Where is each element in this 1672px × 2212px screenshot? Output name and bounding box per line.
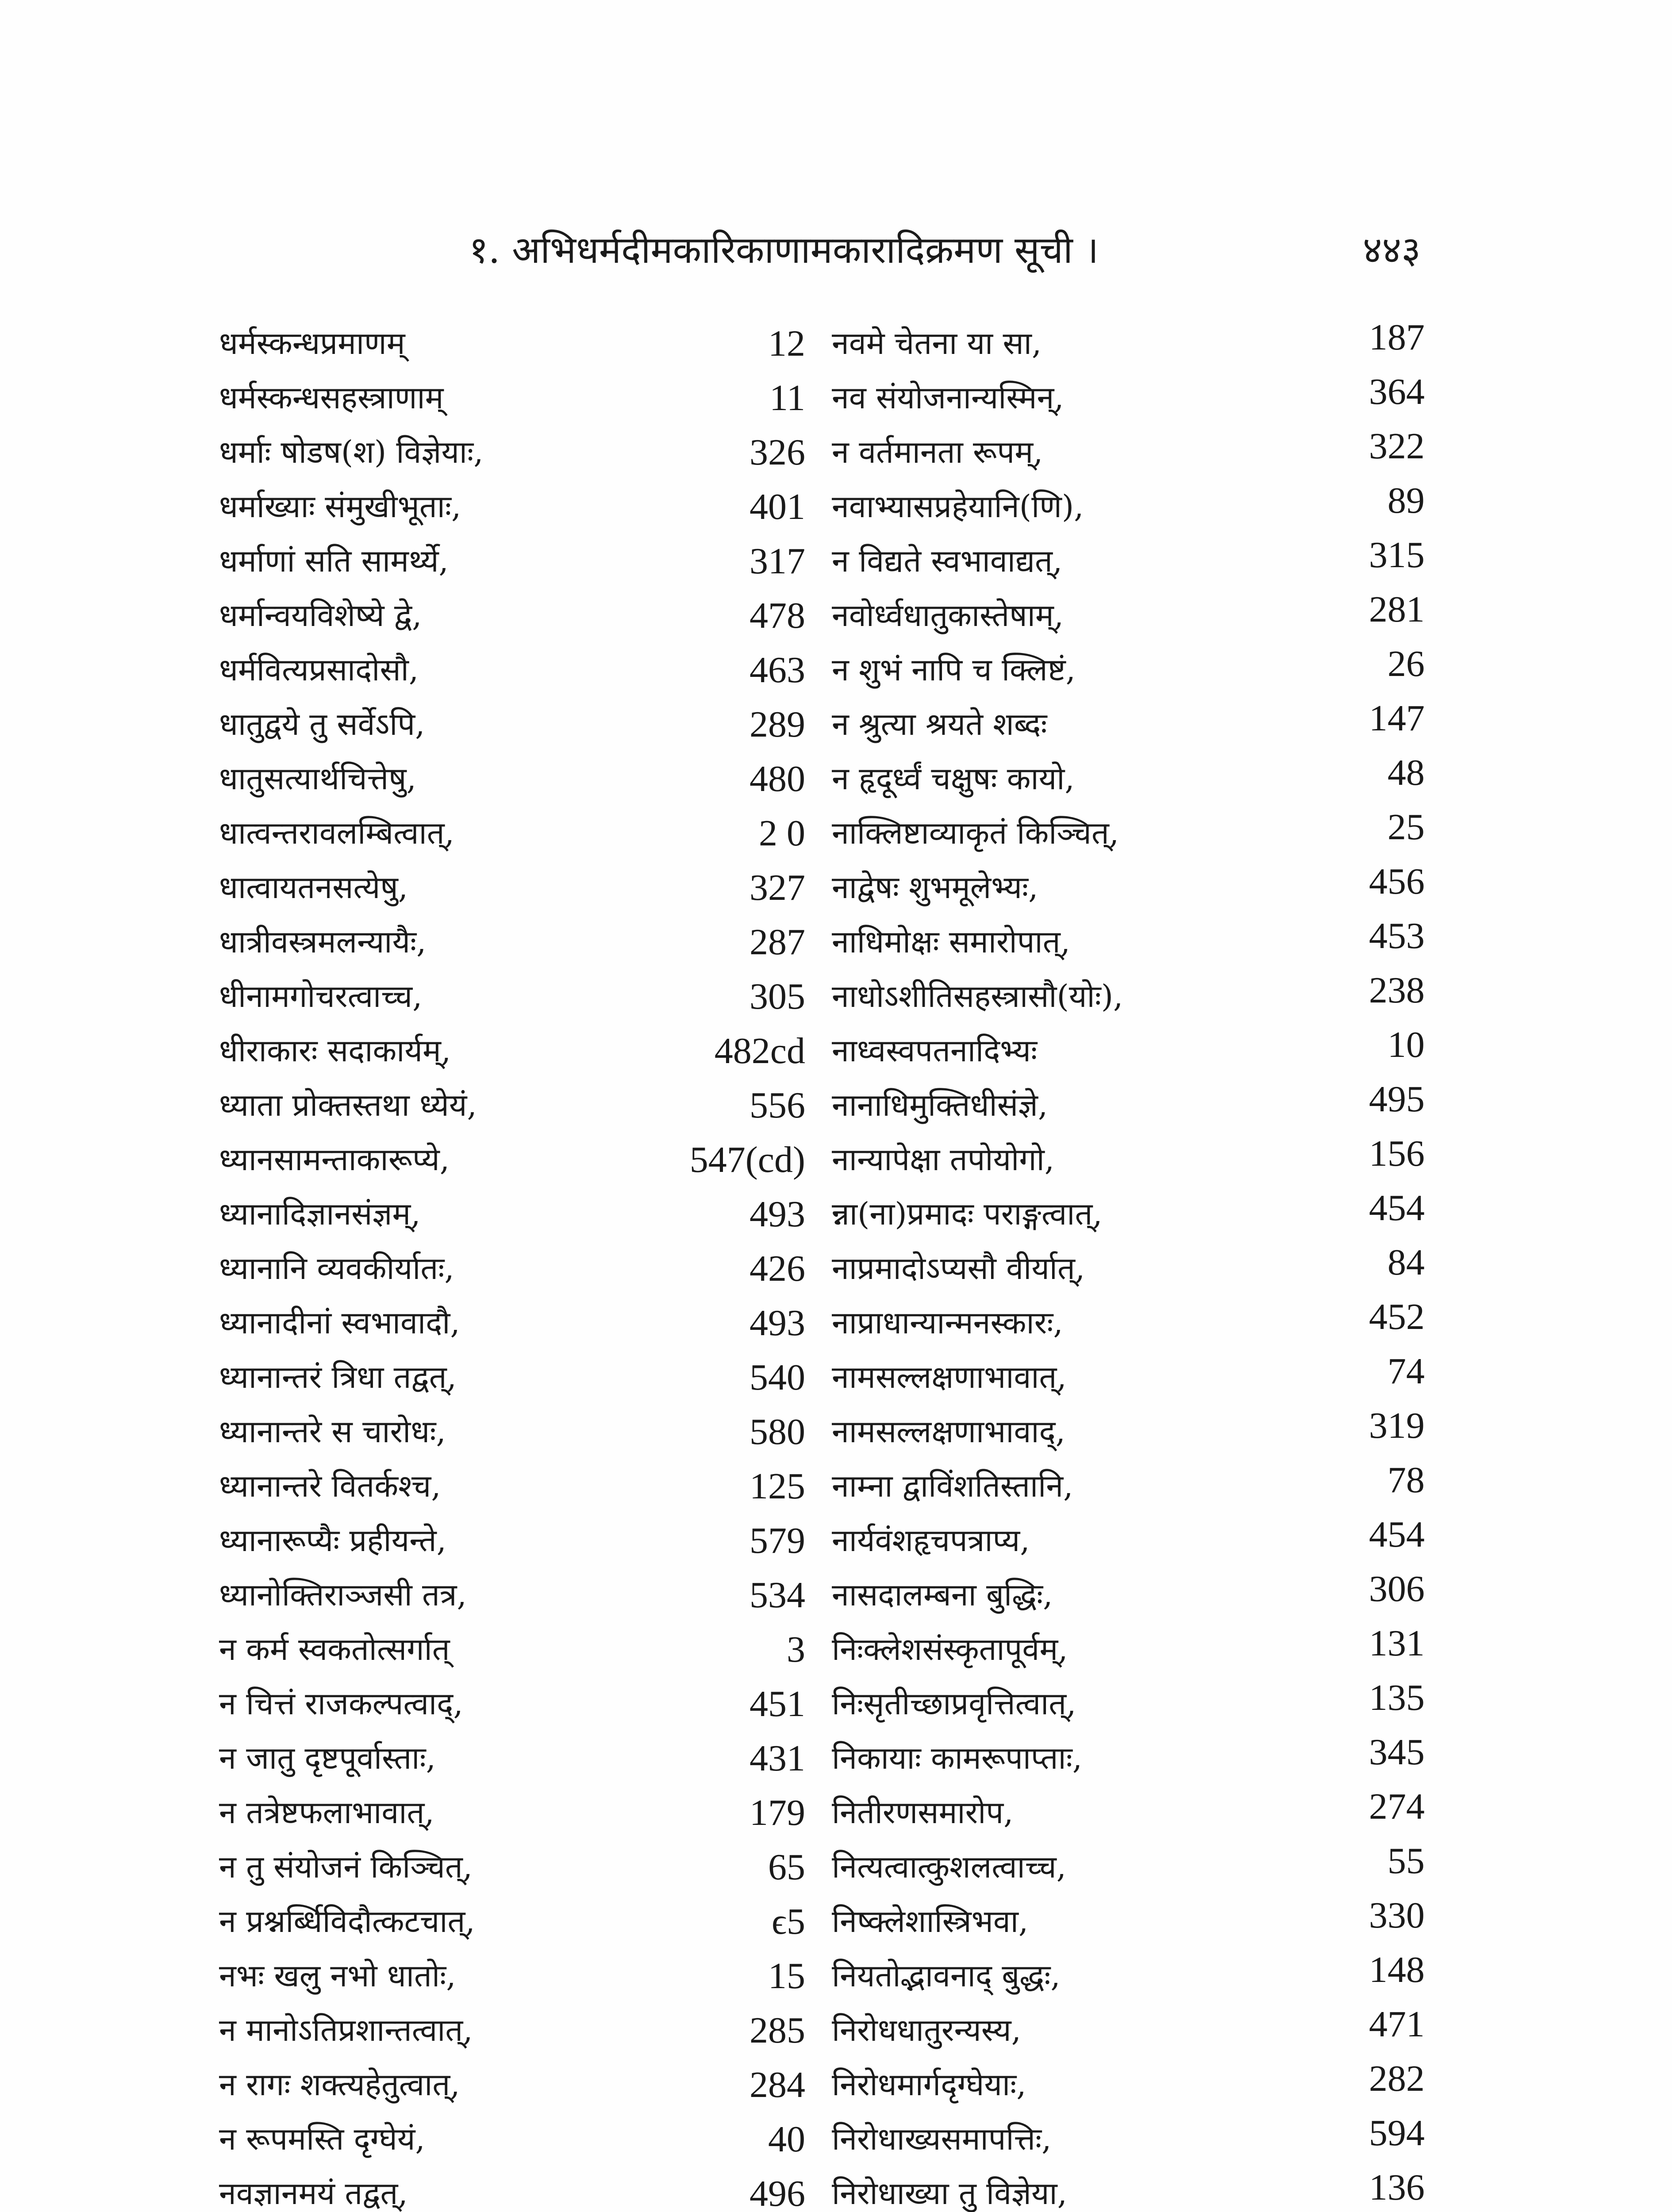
index-row: [0, 2058, 1672, 2112]
left-term: ध्यानारूप्यैः प्रहीयन्ते,: [219, 1522, 446, 1559]
left-verse-number: 3: [787, 1629, 805, 1670]
left-verse-number: 12: [768, 323, 805, 364]
right-term: नवमे चेतना या सा,: [832, 325, 1042, 361]
left-term: न रागः शक्त्यहेतुत्वात्,: [219, 2066, 460, 2103]
left-term: नवज्ञानमयं तद्वत्,: [219, 2175, 408, 2212]
left-verse-number: 463: [750, 649, 805, 691]
right-term: निःक्लेशसंस्कृतापूर्वम्,: [832, 1631, 1068, 1667]
page-header: [0, 217, 1672, 283]
left-verse-number: 11: [769, 377, 805, 419]
left-term: धीनामगोचरत्वाच्च,: [219, 978, 423, 1014]
index-row: [0, 1622, 1672, 1677]
index-row: [0, 316, 1672, 371]
left-term: धात्वायतनसत्येषु,: [219, 869, 408, 906]
right-verse-number: 456: [1369, 861, 1425, 902]
right-term: नाद्वेषः शुभमूलेभ्यः,: [832, 869, 1038, 906]
index-row: [0, 588, 1672, 643]
right-verse-number: 135: [1369, 1677, 1425, 1718]
left-term: धर्मवित्यप्रसादोसौ,: [219, 652, 419, 688]
index-row: [0, 534, 1672, 588]
left-verse-number: 317: [750, 541, 805, 582]
left-verse-number: 2 0: [759, 813, 805, 854]
right-verse-number: 25: [1388, 806, 1425, 848]
right-verse-number: 345: [1369, 1732, 1425, 1773]
right-term: न्ना(ना)प्रमादः पराङ्गत्वात्,: [832, 1196, 1103, 1232]
left-verse-number: 478: [750, 595, 805, 636]
right-verse-number: 136: [1369, 2167, 1425, 2208]
right-term: नियतोद्भावनाद् बुद्धः,: [832, 1958, 1061, 1994]
index-row: [0, 1296, 1672, 1350]
right-verse-number: 78: [1388, 1459, 1425, 1501]
right-verse-number: 10: [1388, 1024, 1425, 1065]
index-row: [0, 697, 1672, 752]
left-verse-number: 493: [750, 1302, 805, 1344]
left-term: न कर्म स्वकतोत्सर्गात्: [219, 1631, 450, 1667]
right-term: निरोधाख्या तु विज्ञेया,: [832, 2175, 1067, 2212]
left-verse-number: 287: [750, 922, 805, 963]
left-term: ध्याता प्रोक्तस्तथा ध्येयं,: [219, 1087, 477, 1123]
index-row: [0, 1024, 1672, 1078]
right-term: निकायाः कामरूपाप्ताः,: [832, 1740, 1083, 1776]
left-verse-number: 401: [750, 486, 805, 527]
right-verse-number: 131: [1369, 1623, 1425, 1664]
index-row: [0, 1405, 1672, 1459]
left-term: धर्मस्कन्धप्रमाणम्: [219, 325, 405, 361]
index-row: [0, 643, 1672, 697]
left-term: धीराकारः सदाकार्यम्,: [219, 1033, 451, 1069]
index-row: [0, 806, 1672, 860]
left-term: धर्मान्वयविशेष्ये द्वे,: [219, 597, 422, 634]
left-term: ध्यानानि व्यवकीर्यातः,: [219, 1250, 454, 1286]
left-term: धर्मस्कन्धसहस्त्राणाम्: [219, 380, 444, 416]
index-row: [0, 1241, 1672, 1296]
right-term: नामसल्लक्षणाभावाद्,: [832, 1413, 1065, 1450]
right-verse-number: 319: [1369, 1405, 1425, 1446]
left-term: ध्यानादिज्ञानसंज्ञम्,: [219, 1196, 421, 1232]
index-row: [0, 1187, 1672, 1241]
right-verse-number: 282: [1369, 2058, 1425, 2099]
left-term: धर्माणां सति सामर्थ्ये,: [219, 543, 449, 579]
index-row: [0, 1513, 1672, 1568]
index-row: [0, 1350, 1672, 1405]
index-row: [0, 1677, 1672, 1731]
right-term: नार्यवंशहृचपत्राप्य,: [832, 1522, 1030, 1559]
index-row: [0, 1078, 1672, 1133]
page-title: १. अभिधर्मदीमकारिकाणामकारादिक्रमण सूची ।: [469, 228, 1099, 272]
index-row: [0, 969, 1672, 1024]
right-term: निःसृतीच्छाप्रवृत्तित्वात्,: [832, 1686, 1076, 1722]
left-verse-number: 540: [750, 1357, 805, 1398]
index-row: [0, 1894, 1672, 1949]
left-verse-number: 480: [750, 758, 805, 799]
right-verse-number: 453: [1369, 915, 1425, 956]
left-term: धात्वन्तरावलम्बित्वात्,: [219, 815, 454, 851]
left-term: धातुसत्यार्थचित्तेषु,: [219, 760, 416, 797]
index-row: [0, 1731, 1672, 1786]
index-row: [0, 1568, 1672, 1622]
right-term: न श्रुत्या श्रयते शब्दः: [832, 706, 1047, 742]
left-term: ध्यानोक्तिराञ्जसी तत्र,: [219, 1577, 467, 1613]
left-verse-number: 15: [768, 1955, 805, 1997]
right-term: न हृदूर्ध्वं चक्षुषः कायो,: [832, 760, 1075, 797]
left-verse-number: 284: [750, 2064, 805, 2105]
index-row: [0, 1786, 1672, 1840]
left-verse-number: 426: [750, 1248, 805, 1289]
left-verse-number: 534: [750, 1575, 805, 1616]
right-verse-number: 148: [1369, 1949, 1425, 1990]
index-row: [0, 1133, 1672, 1187]
right-term: नाक्लिष्टाव्याकृतं किञ्चित्,: [832, 815, 1119, 851]
right-term: निरोधमार्गदृग्घेयाः,: [832, 2066, 1026, 2103]
right-term: नान्यापेक्षा तपोयोगो,: [832, 1141, 1055, 1178]
right-verse-number: 55: [1388, 1840, 1425, 1882]
left-verse-number: 65: [768, 1847, 805, 1888]
right-term: निरोधधातुरन्यस्य,: [832, 2012, 1021, 2048]
right-term: न शुभं नापि च क्लिष्टं,: [832, 652, 1076, 688]
right-verse-number: 454: [1369, 1514, 1425, 1555]
left-term: ध्यानसामन्ताकारूप्ये,: [219, 1141, 450, 1178]
left-verse-number: 496: [750, 2173, 805, 2212]
right-term: नित्यत्वात्कुशलत्वाच्च,: [832, 1849, 1066, 1885]
left-term: न चित्तं राजकल्पत्वाद्,: [219, 1686, 463, 1722]
left-verse-number: 326: [750, 432, 805, 473]
index-row: [0, 480, 1672, 534]
left-term: ध्यानान्तरे स चारोधः,: [219, 1413, 446, 1450]
index-row: [0, 1840, 1672, 1894]
left-verse-number: 289: [750, 704, 805, 745]
right-verse-number: 281: [1369, 589, 1425, 630]
right-term: नाध्वस्वपतनादिभ्यः: [832, 1033, 1038, 1069]
index-row: [0, 2003, 1672, 2058]
index-row: [0, 425, 1672, 480]
right-term: निरोधाख्यसमापत्तिः,: [832, 2121, 1052, 2157]
right-verse-number: 238: [1369, 970, 1425, 1011]
left-verse-number: 327: [750, 867, 805, 908]
index-row: [0, 371, 1672, 425]
right-term: न वर्तमानता रूपम्,: [832, 434, 1043, 470]
right-verse-number: 187: [1369, 317, 1425, 358]
right-term: नवाभ्यासप्रहेयानि(णि),: [832, 488, 1084, 525]
left-verse-number: 431: [750, 1738, 805, 1779]
right-verse-number: 594: [1369, 2112, 1425, 2154]
right-term: नासदालम्बना बुद्धिः,: [832, 1577, 1053, 1613]
right-term: नाम्ना द्वाविंशतिस्तानि,: [832, 1468, 1073, 1504]
left-term: न प्रश्नर्ब्धिविदौत्कटचात्,: [219, 1903, 475, 1939]
left-verse-number: 305: [750, 976, 805, 1017]
right-term: नव संयोजनान्यस्मिन्,: [832, 380, 1064, 416]
left-term: न रूपमस्ति दृग्घेयं,: [219, 2121, 425, 2157]
left-term: न तु संयोजनं किञ्चित्,: [219, 1849, 473, 1885]
left-verse-number: 179: [750, 1792, 805, 1833]
right-verse-number: 454: [1369, 1187, 1425, 1229]
left-term: ध्यानादीनां स्वभावादौ,: [219, 1305, 460, 1341]
left-term: धर्माः षोडष(श) विज्ञेयाः,: [219, 434, 484, 470]
left-verse-number: 40: [768, 2119, 805, 2160]
index-row: [0, 915, 1672, 969]
left-verse-number: 580: [750, 1411, 805, 1452]
right-verse-number: 306: [1369, 1568, 1425, 1609]
left-verse-number: 451: [750, 1683, 805, 1724]
right-verse-number: 322: [1369, 426, 1425, 467]
right-verse-number: 89: [1388, 480, 1425, 521]
right-term: नितीरणसमारोप,: [832, 1794, 1014, 1831]
left-verse-number: 547(cd): [689, 1139, 805, 1180]
left-verse-number: 493: [750, 1194, 805, 1235]
page-number: ४४३: [1363, 228, 1421, 272]
right-term: नाप्राधान्यान्मनस्कारः,: [832, 1305, 1063, 1341]
index-row: [0, 1949, 1672, 2003]
right-term: निष्क्लेशास्त्रिभवा,: [832, 1903, 1029, 1939]
right-verse-number: 452: [1369, 1296, 1425, 1337]
left-verse-number: 125: [750, 1466, 805, 1507]
right-verse-number: 495: [1369, 1079, 1425, 1120]
left-term: न मानोऽतिप्रशान्तत्वात्,: [219, 2012, 473, 2048]
right-term: न विद्यते स्वभावाद्यत्,: [832, 543, 1063, 579]
left-term: ध्यानान्तरे वितर्कश्च,: [219, 1468, 441, 1504]
right-verse-number: 330: [1369, 1895, 1425, 1936]
left-term: धातुद्वये तु सर्वेऽपि,: [219, 706, 425, 742]
right-verse-number: 364: [1369, 371, 1425, 412]
right-term: नानाधिमुक्तिधीसंज्ञे,: [832, 1087, 1048, 1123]
right-verse-number: 471: [1369, 2004, 1425, 2045]
right-term: नाप्रमादोऽप्यसौ वीर्यात्,: [832, 1250, 1085, 1286]
right-term: नामसल्लक्षणाभावात्,: [832, 1359, 1067, 1395]
left-verse-number: ϵ5: [771, 1901, 805, 1942]
left-term: नभः खलु नभो धातोः,: [219, 1958, 456, 1994]
left-verse-number: 556: [750, 1085, 805, 1126]
right-verse-number: 147: [1369, 698, 1425, 739]
index-row: [0, 1459, 1672, 1513]
left-verse-number: 285: [750, 2010, 805, 2051]
left-term: धात्रीवस्त्रमलन्यायैः,: [219, 924, 427, 960]
left-term: न जातु दृष्टपूर्वास्ताः,: [219, 1740, 436, 1776]
right-term: नाधिमोक्षः समारोपात्,: [832, 924, 1070, 960]
index-row: [0, 2112, 1672, 2166]
left-verse-number: 579: [750, 1520, 805, 1561]
left-term: ध्यानान्तरं त्रिधा तद्वत्,: [219, 1359, 457, 1395]
left-term: न तत्रेष्टफलाभावात्,: [219, 1794, 434, 1831]
left-verse-number: 482cd: [714, 1030, 805, 1071]
right-verse-number: 84: [1388, 1242, 1425, 1283]
right-term: नाधोऽशीतिसहस्त्रासौ(योः),: [832, 978, 1123, 1014]
index-table: [0, 316, 1672, 2212]
right-term: नवोर्ध्वधातुकास्तेषाम्,: [832, 597, 1064, 634]
right-verse-number: 74: [1388, 1351, 1425, 1392]
index-row: [0, 752, 1672, 806]
index-row: [0, 860, 1672, 915]
index-row: [0, 2166, 1672, 2212]
right-verse-number: 26: [1388, 643, 1425, 684]
right-verse-number: 156: [1369, 1133, 1425, 1174]
right-verse-number: 274: [1369, 1786, 1425, 1827]
right-verse-number: 315: [1369, 534, 1425, 576]
right-verse-number: 48: [1388, 752, 1425, 793]
left-term: धर्माख्याः संमुखीभूताः,: [219, 488, 461, 525]
